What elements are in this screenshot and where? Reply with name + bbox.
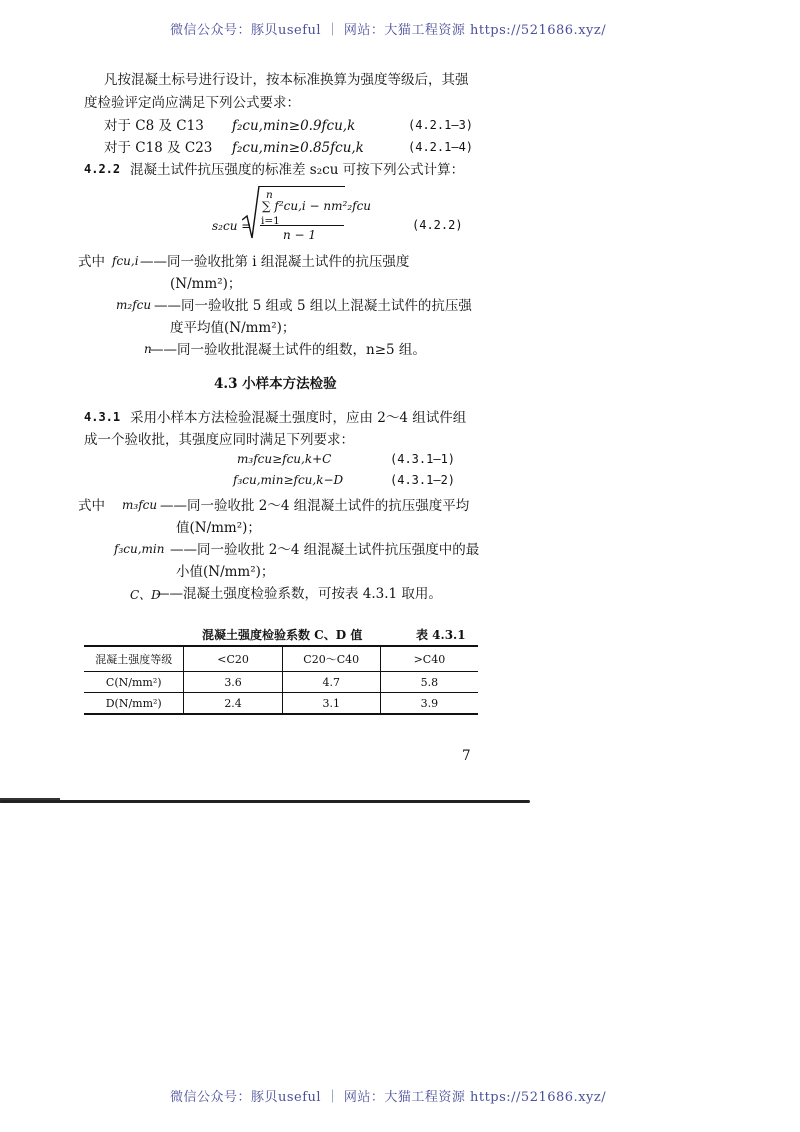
eq422-number: (4.2.2) (412, 218, 463, 232)
table-header-cell: C20～C40 (282, 646, 380, 672)
formula-row2-expr: f₂cu,min≥0.85fcu,k (232, 140, 364, 156)
where1-sym3: n (144, 342, 152, 356)
where1-def2-b: 度平均值(N/mm²)； (170, 320, 296, 336)
table-cell: 2.4 (184, 693, 282, 715)
where1-sym1: fcu,i (112, 254, 139, 268)
formula-row2-num: (4.2.1—4) (408, 140, 474, 154)
eq422-denominator: n − 1 (283, 228, 317, 242)
table-header-cell: <C20 (184, 646, 282, 672)
watermark-bottom: 微信公众号：豚贝useful ｜ 网站：大猫工程资源 https://521686.xyz/ (170, 1090, 607, 1105)
where2-sym3: C、D (130, 588, 161, 602)
formula-row1-expr: f₂cu,min≥0.9fcu,k (232, 118, 356, 134)
eq422-lhs: s₂cu = (212, 219, 252, 233)
page-number: 7 (462, 748, 471, 764)
where2-def2-a: ——同一验收批 2～4 组混凝土试件抗压强度中的最 (170, 542, 480, 558)
formula-row1-num: (4.2.1—3) (408, 118, 474, 132)
where1-def1-b: (N/mm²)； (170, 276, 242, 292)
table-cell: 3.1 (282, 693, 380, 715)
where2-label: 式中 (78, 498, 105, 514)
para431-line2: 成一个验收批，其强度应同时满足下列要求： (84, 432, 354, 448)
table-row (84, 672, 478, 693)
section-422-text: 混凝土试件抗压强度的标准差 s₂cu 可按下列公式计算： (130, 162, 465, 178)
table-header-cell: >C40 (380, 646, 478, 672)
section-422-number: 4.2.2 (84, 162, 121, 176)
radical-sign (242, 184, 260, 242)
where2-def3: ——混凝土强度检验系数，可按表 4.3.1 取用。 (156, 586, 442, 602)
eq422-sum-bottom: i=1 (261, 215, 280, 227)
para1-line2: 度检验评定尚应满足下列公式要求： (84, 95, 300, 111)
para431-line1: 采用小样本方法检验混凝土强度时，应由 2～4 组试件组 (130, 410, 467, 426)
eq422-fraction-bar (260, 225, 344, 226)
table-cell: D(N/mm²) (84, 693, 184, 715)
table-header-cell: 混凝土强度等级 (84, 646, 184, 672)
where2-sym2: f₃cu,min (114, 542, 165, 556)
eq422-numerator: ∑ f²cu,i − nm²₂fcu (262, 199, 372, 213)
where1-sym2: m₂fcu (116, 298, 152, 312)
para1-line1: 凡按混凝土标号进行设计，按本标准换算为强度等级后，其强 (104, 72, 469, 88)
radical-bar (259, 186, 345, 187)
table-reference: 表 4.3.1 (416, 628, 466, 642)
section-431-number: 4.3.1 (84, 410, 121, 424)
table-cell: 3.9 (380, 693, 478, 715)
where2-def1-a: ——同一验收批 2～4 组混凝土试件的抗压强度平均 (160, 498, 470, 514)
where2-def1-b: 值(N/mm²)； (176, 520, 261, 536)
where2-sym1: m₃fcu (122, 498, 158, 512)
table-cell: 3.6 (184, 672, 282, 693)
table-cell: 4.7 (282, 672, 380, 693)
where1-def2-a: ——同一验收批 5 组或 5 组以上混凝土试件的抗压强 (154, 298, 472, 314)
table-cell: 5.8 (380, 672, 478, 693)
table-header-row (84, 646, 478, 672)
eq422-sum-top: n (266, 189, 273, 201)
watermark-top: 微信公众号：豚贝useful ｜ 网站：大猫工程资源 https://521686.xyz/ (170, 23, 607, 38)
where1-def3: ——同一验收批混凝土试件的组数，n≥5 组。 (150, 342, 426, 358)
where1-label: 式中 (78, 254, 105, 270)
table-row (84, 693, 478, 715)
table-caption: 混凝土强度检验系数 C、D 值 (202, 628, 363, 642)
where2-def2-b: 小值(N/mm²)； (176, 564, 275, 580)
section-43-title: 4.3 小样本方法检验 (214, 376, 337, 392)
formula-row1-label: 对于 C8 及 C13 (104, 118, 204, 134)
formula-row2-label: 对于 C18 及 C23 (104, 140, 213, 156)
where1-def1-a: ——同一验收批第 i 组混凝土试件的抗压强度 (140, 254, 410, 270)
coefficient-table (84, 645, 478, 715)
eq431-row1-num: (4.3.1—1) (390, 452, 456, 466)
eq431-row1-expr: m₃fcu≥fcu,k+C (237, 452, 332, 466)
page-bottom-rule (0, 800, 530, 803)
eq431-row2-expr: f₃cu,min≥fcu,k−D (233, 473, 344, 487)
eq431-row2-num: (4.3.1—2) (390, 473, 456, 487)
table-cell: C(N/mm²) (84, 672, 184, 693)
